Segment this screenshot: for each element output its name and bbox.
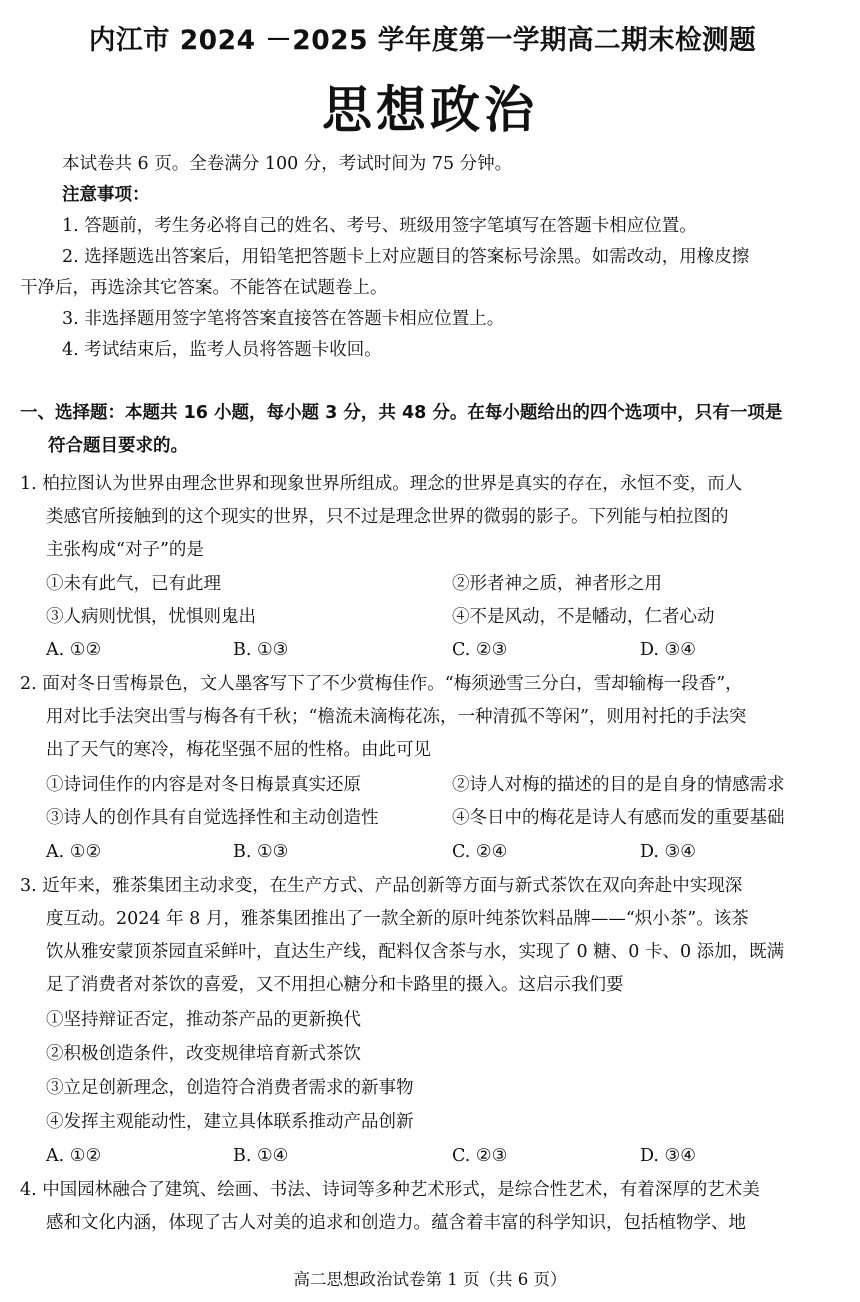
exam-info: 本试卷共 6 页。全卷满分 100 分，考试时间为 75 分钟。 [62, 154, 513, 174]
q4-stem-line: 4. 中国园林融合了建筑、绘画、书法、诗词等多种艺术形式，是综合性艺术，有着深厚的艺术美 [20, 1180, 760, 1200]
q2-choice-b: B. ①③ [233, 842, 289, 862]
q4-stem-line: 感和文化内涵，体现了古人对美的追求和创造力。蕴含着丰富的科学知识，包括植物学、地 [46, 1213, 746, 1233]
q2-stem-line: 用对比手法突出雪与梅各有千秋；“檐流未滴梅花冻，一种清孤不等闲”，则用衬托的手法突 [46, 707, 747, 727]
q3-choice-a: A. ①② [46, 1146, 102, 1166]
q2-choice-d: D. ③④ [640, 842, 696, 862]
q2-item-1: ①诗词佳作的内容是对冬日梅景真实还原 [46, 775, 361, 795]
q3-stem-line: 饮从雅安蒙顶茶园直采鲜叶，直达生产线，配料仅含茶与水，实现了 0 糖、0 卡、0 添加，既满 [46, 942, 785, 962]
section-heading: 一、选择题：本题共 16 小题，每小题 3 分，共 48 分。在每小题给出的四个选项中，只有一项是 [20, 403, 783, 423]
q3-choice-b: B. ①④ [233, 1146, 289, 1166]
subject-title: 思想政治 [322, 81, 538, 139]
q1-item-2: ②形者神之质，神者形之用 [452, 574, 662, 594]
q1-item-3: ③人病则忧惧，忧惧则鬼出 [46, 607, 256, 627]
q2-choice-a: A. ①② [46, 842, 102, 862]
exam-title: 内江市 2024 －2025 学年度第一学期高二期末检测题 [88, 25, 757, 56]
q2-item-3: ③诗人的创作具有自觉选择性和主动创造性 [46, 808, 379, 828]
page-footer: 高二思想政治试卷第 1 页（共 6 页） [293, 1270, 567, 1289]
q2-item-2: ②诗人对梅的描述的目的是自身的情感需求 [452, 775, 785, 795]
q1-choice-d: D. ③④ [640, 640, 696, 660]
section-heading-cont: 符合题目要求的。 [48, 436, 188, 456]
q1-stem-line: 1. 柏拉图认为世界由理念世界和现象世界所组成。理念的世界是真实的存在，永恒不变，而人 [20, 474, 743, 494]
q1-choice-b: B. ①③ [233, 640, 289, 660]
q3-item-3: ③立足创新理念，创造符合消费者需求的新事物 [46, 1078, 414, 1098]
notice-2: 2. 选择题选出答案后，用铅笔把答题卡上对应题目的答案标号涂黑。如需改动，用橡皮擦 [62, 247, 750, 267]
q3-stem-line: 3. 近年来，雅茶集团主动求变，在生产方式、产品创新等方面与新式茶饮在双向奔赴中实现深 [20, 876, 743, 896]
q2-stem-line: 出了天气的寒冷，梅花坚强不屈的性格。由此可见 [46, 740, 431, 760]
notice-1: 1. 答题前，考生务必将自己的姓名、考号、班级用签字笔填写在答题卡相应位置。 [62, 216, 697, 236]
q2-stem-line: 2. 面对冬日雪梅景色，文人墨客写下了不少赏梅佳作。“梅须逊雪三分白，雪却输梅一段香”， [20, 674, 743, 694]
q1-choice-a: A. ①② [46, 640, 102, 660]
notice-3: 3. 非选择题用签字笔将答案直接答在答题卡相应位置上。 [62, 309, 505, 329]
q1-item-1: ①未有此气，已有此理 [46, 574, 221, 594]
q3-choice-d: D. ③④ [640, 1146, 696, 1166]
notice-4: 4. 考试结束后，监考人员将答题卡收回。 [62, 340, 382, 360]
q3-item-4: ④发挥主观能动性，建立具体联系推动产品创新 [46, 1112, 414, 1132]
q1-choice-c: C. ②③ [452, 640, 508, 660]
q1-stem-line: 主张构成“对子”的是 [46, 540, 204, 560]
q1-stem-line: 类感官所接触到的这个现实的世界，只不过是理念世界的微弱的影子。下列能与柏拉图的 [46, 507, 729, 527]
notice-heading: 注意事项： [62, 185, 150, 205]
q3-choice-c: C. ②③ [452, 1146, 508, 1166]
q2-choice-c: C. ②④ [452, 842, 508, 862]
q1-item-4: ④不是风动，不是幡动，仁者心动 [452, 607, 715, 627]
q2-item-4: ④冬日中的梅花是诗人有感而发的重要基础 [452, 808, 785, 828]
q3-item-2: ②积极创造条件，改变规律培育新式茶饮 [46, 1044, 361, 1064]
q3-stem-line: 足了消费者对茶饮的喜爱，又不用担心糖分和卡路里的摄入。这启示我们要 [46, 975, 624, 995]
notice-2-cont: 干净后，再选涂其它答案。不能答在试题卷上。 [20, 278, 388, 298]
q3-item-1: ①坚持辩证否定，推动茶产品的更新换代 [46, 1010, 361, 1030]
q3-stem-line: 度互动。2024 年 8 月，雅茶集团推出了一款全新的原叶纯茶饮料品牌——“炽小茶”。该茶 [46, 909, 749, 929]
